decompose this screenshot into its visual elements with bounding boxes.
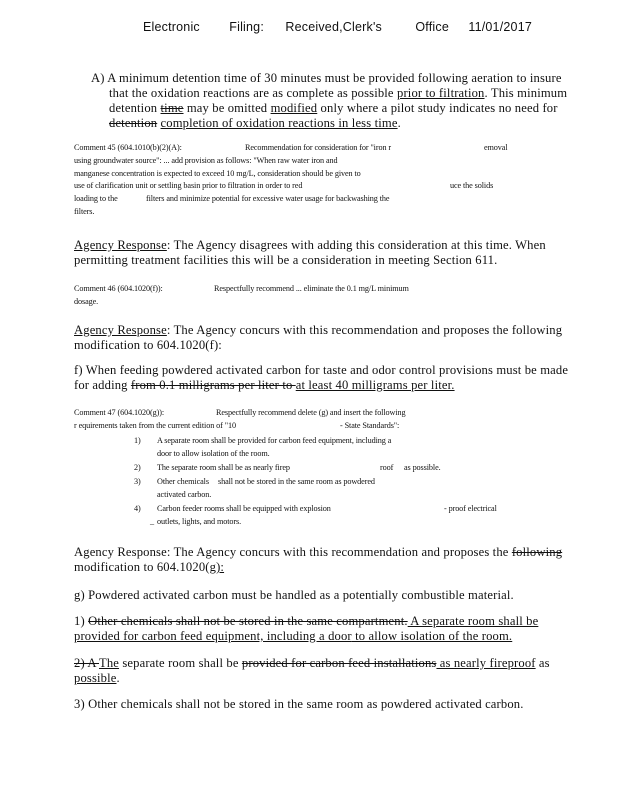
comment-45: Comment 45 (604.1010(b)(2)(A): Recommendation for consideration for "iron r emoval using groundwater source": ... add provision as follows: "When raw water iron and manganese concentration is expected to exceed 10 mg/L, consideration should be given to use of clarification unit or settling basin prior to filtration in order to red uce the solids loading to the filters and minimize potential for excessive water usage for backwashing the filters. (74, 143, 508, 216)
header-received: Received,Clerk's (285, 20, 382, 34)
response-47: Agency Response: The Agency concurs with this recommendation and proposes the following modification to 604.1020(g): (74, 545, 563, 574)
paragraph-a-line-2: that the oxidation reactions are as complete as possible prior to filtration. This minimum (109, 86, 568, 100)
header-office: Office (415, 20, 449, 34)
paragraph-a-line-4: detention completion of oxidation reactions in less time. (109, 116, 401, 130)
paragraph-a-line-1: A) A minimum detention time of 30 minutes must be provided following aeration to insure (91, 71, 562, 85)
filing-header (143, 20, 532, 34)
header-filing: Filing: (229, 20, 265, 34)
list-item: 1) A separate room shall be provided for carbon feed equipment, including a (134, 436, 392, 445)
paragraph-f: f) When feeding powdered activated carbon for taste and odor control provisions must be made for adding from 0.1 milligrams per liter to at least 40 milligrams per liter. (74, 363, 569, 392)
comment-46: Comment 46 (604.1020(f)): Respectfully recommend ... eliminate the 0.1 mg/L minimum dosage. (74, 284, 409, 306)
item-3: 3) Other chemicals shall not be stored in the same room as powdered activated carbon. (74, 697, 524, 711)
comment-45-label: Comment 45 (604.1010(b)(2)(A): (74, 143, 182, 152)
paragraph-a-line-3: detention time may be omitted modified only where a pilot study indicates no need for (109, 101, 558, 115)
response-45: Agency Response: The Agency disagrees with adding this consideration at this time. When permitting treatment facilities this will be a consideration in meeting Section 611. (74, 238, 546, 267)
agency-response-label: Agency Response (74, 238, 167, 252)
header-electronic: Electronic (143, 20, 200, 34)
header-date: 11/01/2017 (468, 20, 532, 34)
comment-47-list: 1) A separate room shall be provided for carbon feed equipment, including a door to allow isolation of the room. 2) The separate room shall be as nearly firep roof as possible. 3) Other chemicals shall not be stored in the same room as powdered activated carbon. 4) Carbon feeder rooms shall be equipped with explosion - proof electrical _ outlets, lights, and motors. (60, 435, 560, 529)
paragraph-a-cont (109, 86, 567, 131)
agency-response-label: Agency Response (74, 545, 167, 559)
list-item: 4) Carbon feeder rooms shall be equipped with explosion - proof electrical (134, 504, 497, 514)
response-46: Agency Response: The Agency concurs with this recommendation and proposes the following modification to 604.1020(f): (74, 323, 563, 352)
item-2: 2) A The separate room shall be provided for carbon feed installations as nearly fireproof as possible. (74, 656, 550, 685)
paragraph-g: g) Powdered activated carbon must be handled as a potentially combustible material. (74, 588, 514, 602)
paragraph-a (91, 71, 562, 86)
comment-47: Comment 47 (604.1020(g)): Respectfully recommend delete (g) and insert the following r equirements taken from the current edition of "10 - State Standards": (74, 408, 406, 430)
list-item: 2) The separate room shall be as nearly firep roof as possible. (134, 463, 441, 473)
agency-response-label: Agency Response (74, 323, 167, 337)
list-item: 3) Other chemicals shall not be stored in the same room as powdered (134, 476, 375, 486)
item-1: 1) Other chemicals shall not be stored in the same compartment. A separate room shall be provided for carbon feed equipment, including a door to allow isolation of the room. (74, 614, 539, 643)
